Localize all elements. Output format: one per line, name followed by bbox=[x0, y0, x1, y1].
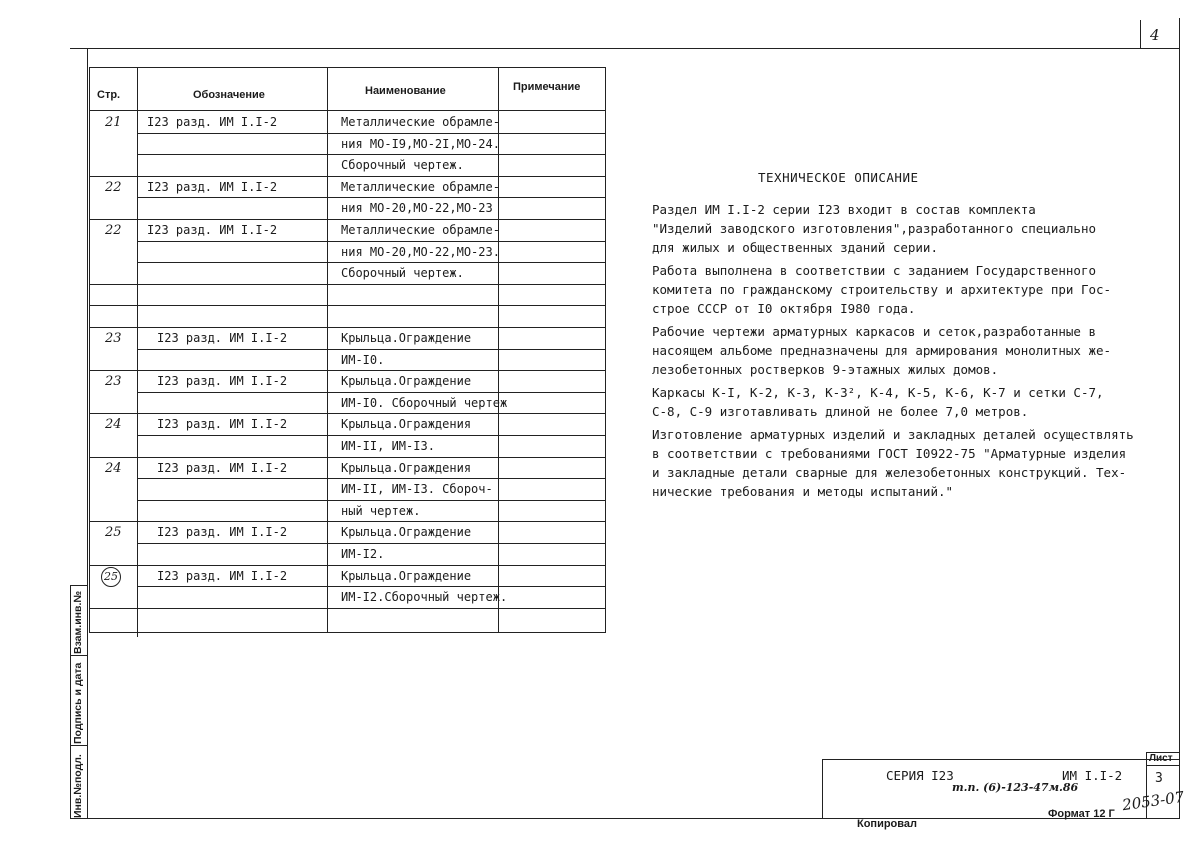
footer-format: Формат 12 Г bbox=[1048, 808, 1115, 820]
row-name-line: Металлические обрамле- bbox=[341, 115, 500, 129]
row-designation: I23 разд. ИМ I.I-2 bbox=[147, 115, 278, 129]
row-rule bbox=[89, 413, 606, 414]
contents-table bbox=[89, 67, 606, 633]
header-designation: Обозначение bbox=[193, 89, 265, 101]
row-rule bbox=[137, 435, 606, 436]
header-name: Наименование bbox=[365, 85, 446, 97]
row-designation: I23 разд. ИМ I.I-2 bbox=[157, 417, 288, 432]
row-designation: I23 разд. ИМ I.I-2 bbox=[157, 460, 288, 475]
table-header-border bbox=[89, 110, 606, 111]
row-rule bbox=[137, 154, 606, 155]
table-top-border bbox=[89, 67, 606, 68]
description-line: строе СССР от I0 октября I980 года. bbox=[652, 301, 916, 316]
row-rule bbox=[89, 565, 606, 566]
footer-copied: Копировал bbox=[857, 818, 918, 830]
description-paragraph bbox=[652, 261, 1172, 318]
row-page: 23 bbox=[105, 374, 122, 390]
row-rule bbox=[137, 241, 606, 242]
row-name-line: ный чертеж. bbox=[341, 503, 421, 518]
description-line: и закладные детали сварные для железобетонных конструкций. Тех- bbox=[652, 465, 1127, 480]
row-rule bbox=[137, 349, 606, 350]
row-name-line: ния МО-20,МО-22,МО-23 bbox=[341, 201, 493, 216]
row-rule bbox=[89, 176, 606, 177]
description-line: насоящем альбоме предназначены для армирования монолитных же- bbox=[652, 343, 1112, 358]
description-line: нические требования и методы испытаний." bbox=[652, 484, 954, 499]
row-name-line: ния МО-I9,МО-2I,МО-24. bbox=[341, 136, 500, 151]
titleblock-sheet-label: Лист bbox=[1149, 753, 1173, 764]
table-col-divider-3 bbox=[498, 67, 499, 633]
row-designation: I23 разд. ИМ I.I-2 bbox=[157, 525, 288, 540]
description-line: Работа выполнена в соответствии с заданием Государственного bbox=[652, 263, 1097, 278]
description-line: Раздел ИМ I.I-2 серии I23 входит в состав комплекта bbox=[652, 202, 1036, 217]
row-rule bbox=[89, 219, 606, 220]
description-line: Изготовление арматурных изделий и закладных деталей осуществлять bbox=[652, 427, 1134, 442]
row-name-line: ИМ-II, ИМ-I3. bbox=[341, 438, 435, 453]
row-rule bbox=[137, 478, 606, 479]
row-name-line: Сборочный чертеж. bbox=[341, 158, 464, 173]
row-designation: I23 разд. ИМ I.I-2 bbox=[157, 331, 288, 345]
row-name-line: Крыльца.Ограждения bbox=[341, 417, 472, 432]
stamp-divider-top bbox=[70, 585, 87, 586]
description-line: Рабочие чертежи арматурных каркасов и сеток,разработанные в bbox=[652, 324, 1097, 339]
table-col-divider-1 bbox=[137, 67, 138, 637]
row-page: 24 bbox=[105, 460, 122, 476]
row-designation: I23 разд. ИМ I.I-2 bbox=[157, 374, 288, 389]
row-name-line: Металлические обрамле- bbox=[341, 223, 500, 237]
titleblock-top bbox=[822, 759, 1180, 760]
table-right-border bbox=[605, 67, 606, 633]
table-bottom-border bbox=[89, 632, 606, 633]
row-rule bbox=[89, 457, 606, 458]
description-line: Каркасы К-I, К-2, К-3, К-3², К-4, К-5, К-6, К-7 и сетки С-7, bbox=[652, 385, 1104, 400]
stamp-divider-1 bbox=[70, 655, 87, 656]
row-page: 24 bbox=[105, 417, 122, 433]
row-page: 25 bbox=[105, 525, 122, 541]
row-page: 23 bbox=[105, 331, 122, 346]
description-paragraph bbox=[652, 383, 1172, 421]
stamp-divider-2 bbox=[70, 745, 87, 746]
row-designation: I23 разд. ИМ I.I-2 bbox=[157, 568, 288, 583]
table-left-border bbox=[89, 67, 90, 633]
description-paragraph bbox=[652, 200, 1172, 257]
frame-left bbox=[87, 48, 88, 818]
row-name-line: Сборочный чертеж. bbox=[341, 266, 464, 281]
titleblock-sheet-label-line bbox=[1146, 765, 1180, 766]
header-note: Примечание bbox=[513, 81, 581, 93]
stamp-label-signature-date: Подпись и дата bbox=[72, 662, 84, 744]
titleblock-series: СЕРИЯ I23 bbox=[886, 768, 954, 783]
stamp-strip-left bbox=[70, 585, 71, 818]
row-page: 25 bbox=[101, 567, 121, 587]
row-name-line: Крыльца.Ограждение bbox=[341, 568, 472, 583]
titleblock-sheet-number: 3 bbox=[1155, 771, 1163, 786]
row-name-line: Крыльца.Ограждение bbox=[341, 525, 472, 540]
stamp-label-inv-original: Инв.№подл. bbox=[72, 754, 84, 818]
blank-row-rule bbox=[89, 327, 606, 328]
row-rule bbox=[137, 197, 606, 198]
description-paragraph bbox=[652, 425, 1172, 501]
row-name-line: ИМ-I0. Сборочный чертеж bbox=[341, 395, 508, 410]
row-page: 21 bbox=[105, 115, 122, 130]
handwritten-reference: т.п. (6)-123-47м.86 bbox=[952, 781, 1079, 794]
page-number: 4 bbox=[1150, 26, 1160, 44]
row-name-line: ИМ-I0. bbox=[341, 352, 385, 367]
row-page: 22 bbox=[105, 223, 122, 238]
description-body bbox=[652, 200, 1172, 505]
description-line: для жилых и общественных зданий серии. bbox=[652, 240, 938, 255]
description-line: лезобетонных ростверков 9-этажных жилых домов. bbox=[652, 362, 999, 377]
row-rule bbox=[137, 586, 606, 587]
description-line: комитета по гражданскому строительству и архитектуре при Гос- bbox=[652, 282, 1112, 297]
titleblock-code: ИМ I.I-2 bbox=[1062, 768, 1123, 783]
row-name-line: ИМ-I2. bbox=[341, 546, 385, 561]
row-rule bbox=[137, 392, 606, 393]
row-rule bbox=[137, 543, 606, 544]
description-line: в соответствии с требованиями ГОСТ I0922-75 "Арматурные изделия bbox=[652, 446, 1127, 461]
row-rule bbox=[137, 262, 606, 263]
titleblock-left bbox=[822, 759, 823, 818]
row-rule bbox=[89, 284, 606, 285]
row-rule bbox=[89, 370, 606, 371]
description-line: С-8, С-9 изготавливать длиной не более 7,0 метров. bbox=[652, 404, 1029, 419]
table-col-divider-2 bbox=[327, 67, 328, 633]
header-page: Стр. bbox=[97, 89, 121, 101]
frame-right bbox=[1179, 18, 1180, 818]
frame-bottom bbox=[70, 818, 1180, 819]
row-name-line: Крыльца.Ограждение bbox=[341, 331, 472, 345]
row-name-line: ния МО-20,МО-22,МО-23. bbox=[341, 244, 500, 259]
stamp-label-replacement-inv: Взам.инв.№ bbox=[72, 590, 84, 654]
description-paragraph bbox=[652, 322, 1172, 379]
row-rule bbox=[137, 500, 606, 501]
row-name-line: Крыльца.Ограждения bbox=[341, 460, 472, 475]
handwritten-number: 2053-07 bbox=[1121, 787, 1186, 815]
row-rule bbox=[137, 133, 606, 134]
row-designation: I23 разд. ИМ I.I-2 bbox=[147, 179, 278, 194]
frame-top bbox=[70, 48, 1180, 49]
row-rule bbox=[89, 521, 606, 522]
description-line: "Изделий заводского изготовления",разработанного специально bbox=[652, 221, 1097, 236]
row-name-line: Металлические обрамле- bbox=[341, 179, 500, 194]
row-name-line: ИМ-II, ИМ-I3. Сбороч- bbox=[341, 482, 493, 497]
row-name-line: Крыльца.Ограждение bbox=[341, 374, 472, 389]
row-page: 22 bbox=[105, 179, 122, 195]
blank-row-rule bbox=[89, 305, 606, 306]
row-name-line: ИМ-I2.Сборочный чертеж. bbox=[341, 590, 508, 605]
description-title: ТЕХНИЧЕСКОЕ ОПИСАНИЕ bbox=[758, 170, 919, 185]
row-rule bbox=[89, 608, 606, 609]
row-designation: I23 разд. ИМ I.I-2 bbox=[147, 223, 278, 237]
page-number-box-left bbox=[1140, 20, 1141, 49]
